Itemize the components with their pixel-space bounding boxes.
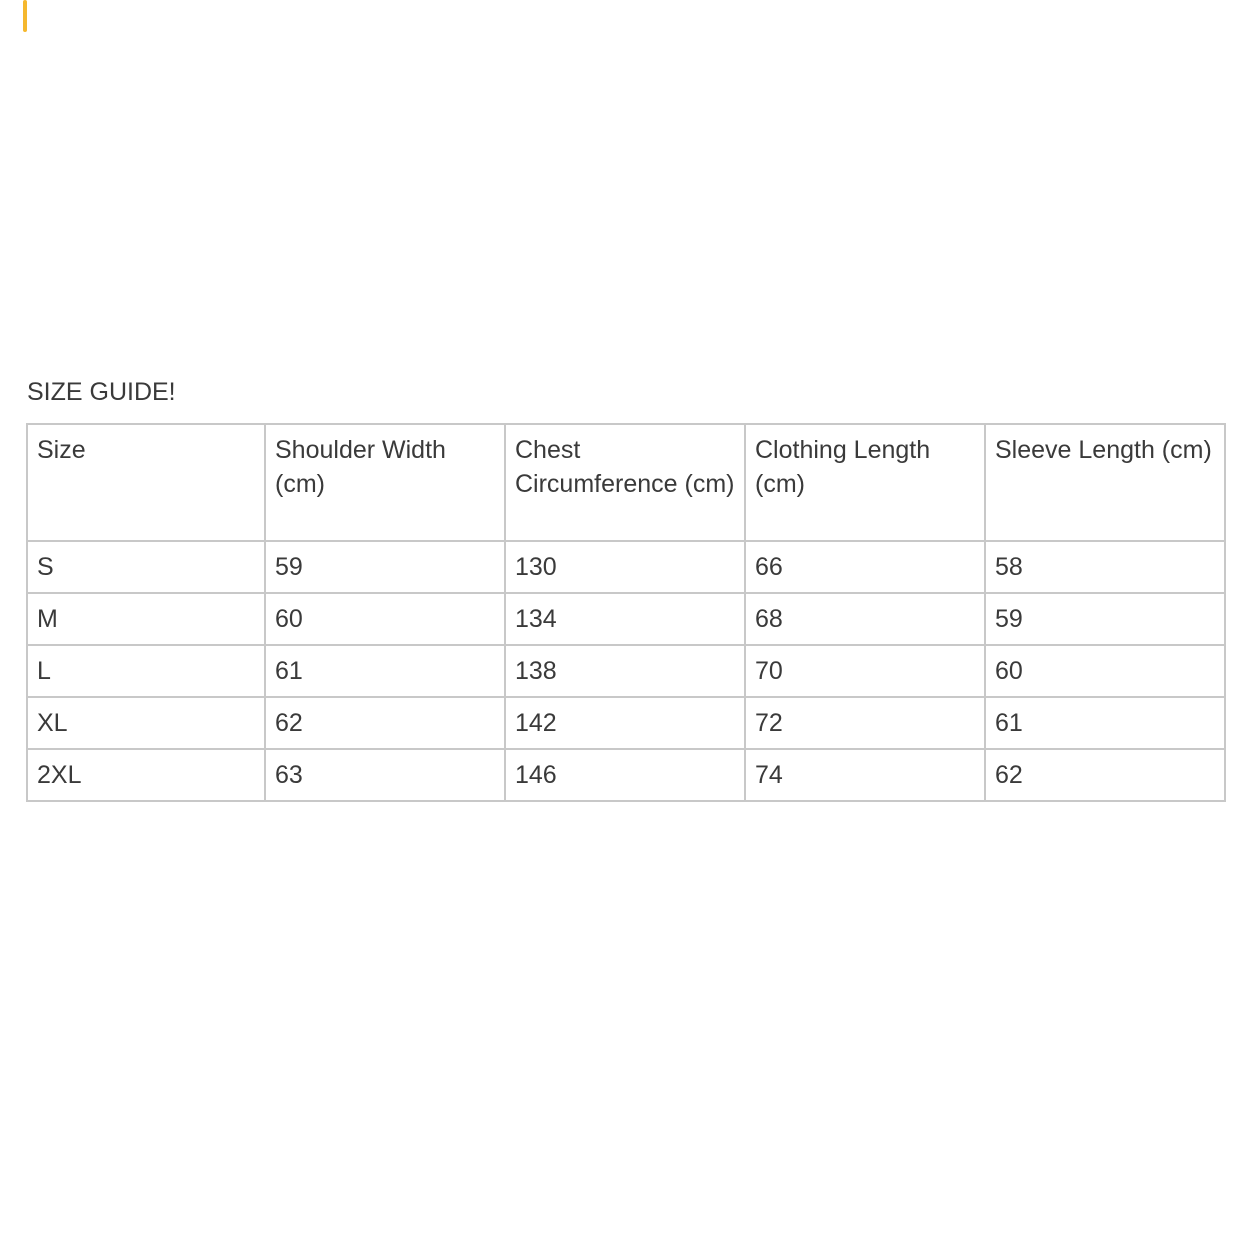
- cell-sleeve-length: 58: [985, 541, 1225, 593]
- cell-size: M: [27, 593, 265, 645]
- cell-size: XL: [27, 697, 265, 749]
- header-shoulder-width: Shoulder Width (cm): [265, 424, 505, 541]
- cell-shoulder-width: 62: [265, 697, 505, 749]
- cell-size: L: [27, 645, 265, 697]
- table-row: [27, 593, 1225, 645]
- header-clothing-length: Clothing Length (cm): [745, 424, 985, 541]
- cell-size: S: [27, 541, 265, 593]
- cell-chest-circumference: 134: [505, 593, 745, 645]
- header-chest-circumference: Chest Circumference (cm): [505, 424, 745, 541]
- cell-chest-circumference: 130: [505, 541, 745, 593]
- cell-sleeve-length: 60: [985, 645, 1225, 697]
- cell-clothing-length: 74: [745, 749, 985, 801]
- cell-size: 2XL: [27, 749, 265, 801]
- cell-sleeve-length: 61: [985, 697, 1225, 749]
- table-row: [27, 541, 1225, 593]
- table-row: [27, 749, 1225, 801]
- page-title: SIZE GUIDE!: [27, 378, 176, 406]
- table-header-row: [27, 424, 1225, 541]
- cell-shoulder-width: 63: [265, 749, 505, 801]
- cell-clothing-length: 66: [745, 541, 985, 593]
- header-sleeve-length: Sleeve Length (cm): [985, 424, 1225, 541]
- cell-chest-circumference: 138: [505, 645, 745, 697]
- cell-shoulder-width: 61: [265, 645, 505, 697]
- cell-shoulder-width: 59: [265, 541, 505, 593]
- cell-shoulder-width: 60: [265, 593, 505, 645]
- cell-clothing-length: 72: [745, 697, 985, 749]
- header-size: Size: [27, 424, 265, 541]
- table-row: [27, 697, 1225, 749]
- table-row: [27, 645, 1225, 697]
- accent-bar: [23, 0, 27, 32]
- cell-clothing-length: 70: [745, 645, 985, 697]
- cell-clothing-length: 68: [745, 593, 985, 645]
- cell-sleeve-length: 62: [985, 749, 1225, 801]
- cell-chest-circumference: 146: [505, 749, 745, 801]
- cell-sleeve-length: 59: [985, 593, 1225, 645]
- cell-chest-circumference: 142: [505, 697, 745, 749]
- size-guide-table: [26, 423, 1226, 802]
